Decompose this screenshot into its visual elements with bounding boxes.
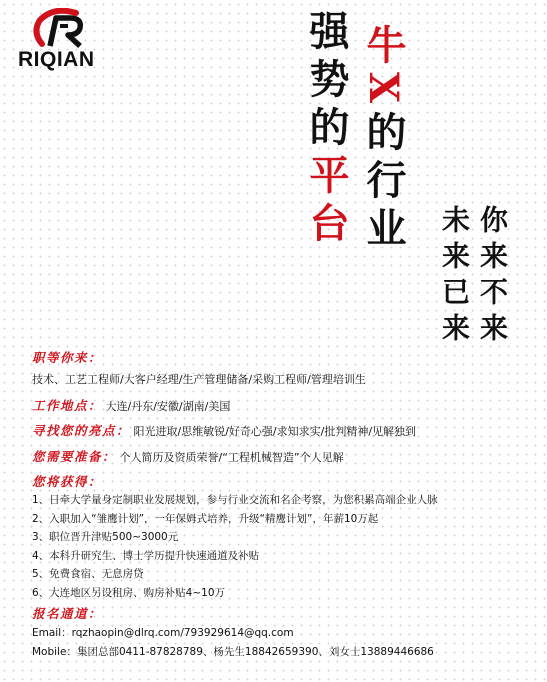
slogan-char: 行 [360,159,407,208]
benefits-section [32,474,438,602]
logo-text: RIQIAN [18,48,95,71]
prepare-text: 个人简历及资质荣誉/“工程机械智造”个人见解 [119,451,344,464]
slogan-char: 势 [303,58,350,106]
prepare-section [32,449,344,466]
slogan-char: 的 [360,111,407,160]
company-logo [18,8,110,72]
slogan-char: 来 [438,313,471,349]
highlights-heading: 寻找您的亮点： [32,423,131,438]
slogan-column-future-is-here [438,205,471,349]
benefit-item: 4、本科升研究生、博士学历提升快速通道及补贴 [32,549,260,562]
benefits-heading: 您将获得： [32,474,103,489]
riqian-logo-icon [30,8,96,50]
positions-text: 技术、工艺工程师/大客户经理/生产管理储备/采购工程师/管理培训生 [32,373,366,386]
slogan-char: 来 [476,313,509,349]
slogan-char: 强 [303,10,350,58]
slogan-char: 已 [438,277,471,313]
slogan-char: X [360,72,407,112]
positions-heading: 职等你来： [32,350,103,365]
apply-mobile[interactable]: Mobile：集团总部0411-87828789、杨先生18842659390、刘女士13889446686 [32,645,434,658]
slogan-char: 牛 [360,24,407,72]
slogan-char: 来 [476,241,509,277]
location-heading: 工作地点： [32,398,103,413]
apply-email[interactable]: Email：rqzhaopin@dlrq.com/793929614@qq.com [32,627,294,639]
highlights-section [32,423,416,440]
slogan-char: 不 [476,277,509,313]
slogan-char: 来 [438,241,471,277]
slogan-char: 未 [438,205,471,241]
location-text: 大连/丹东/安徽/湖南/美国 [105,400,231,413]
slogan-char: 你 [476,205,509,241]
slogan-char: 平 [303,154,350,202]
slogan-char: 业 [360,207,407,256]
slogan-column-strong-platform [303,10,350,250]
highlights-text: 阳光进取/思维敏锐/好奇心强/求知求实/批判精神/见解独到 [133,425,417,438]
benefit-item: 1、日牵大学量身定制职业发展规划，参与行业交流和名企考察，为您积累高端企业人脉 [32,494,438,506]
slogan-column-will-you-come [476,205,509,349]
benefit-item: 5、免费食宿、无息房贷 [32,568,144,580]
prepare-heading: 您需要准备： [32,449,117,464]
apply-section [32,606,434,661]
slogan-char: 台 [303,202,350,250]
positions-section [32,350,366,388]
location-section [32,398,230,415]
slogan-column-industry [360,24,407,256]
slogan-char: 的 [303,106,350,154]
benefit-item: 6、大连地区另设租房、购房补贴4~10万 [32,586,226,599]
apply-heading: 报名通道： [32,606,103,621]
benefit-item: 3、职位晋升津贴500~3000元 [32,531,179,543]
benefit-item: 2、入职加入“雏鹰计划”，一年保姆式培养，升级“精鹰计划”，年薪10万起 [32,512,379,525]
